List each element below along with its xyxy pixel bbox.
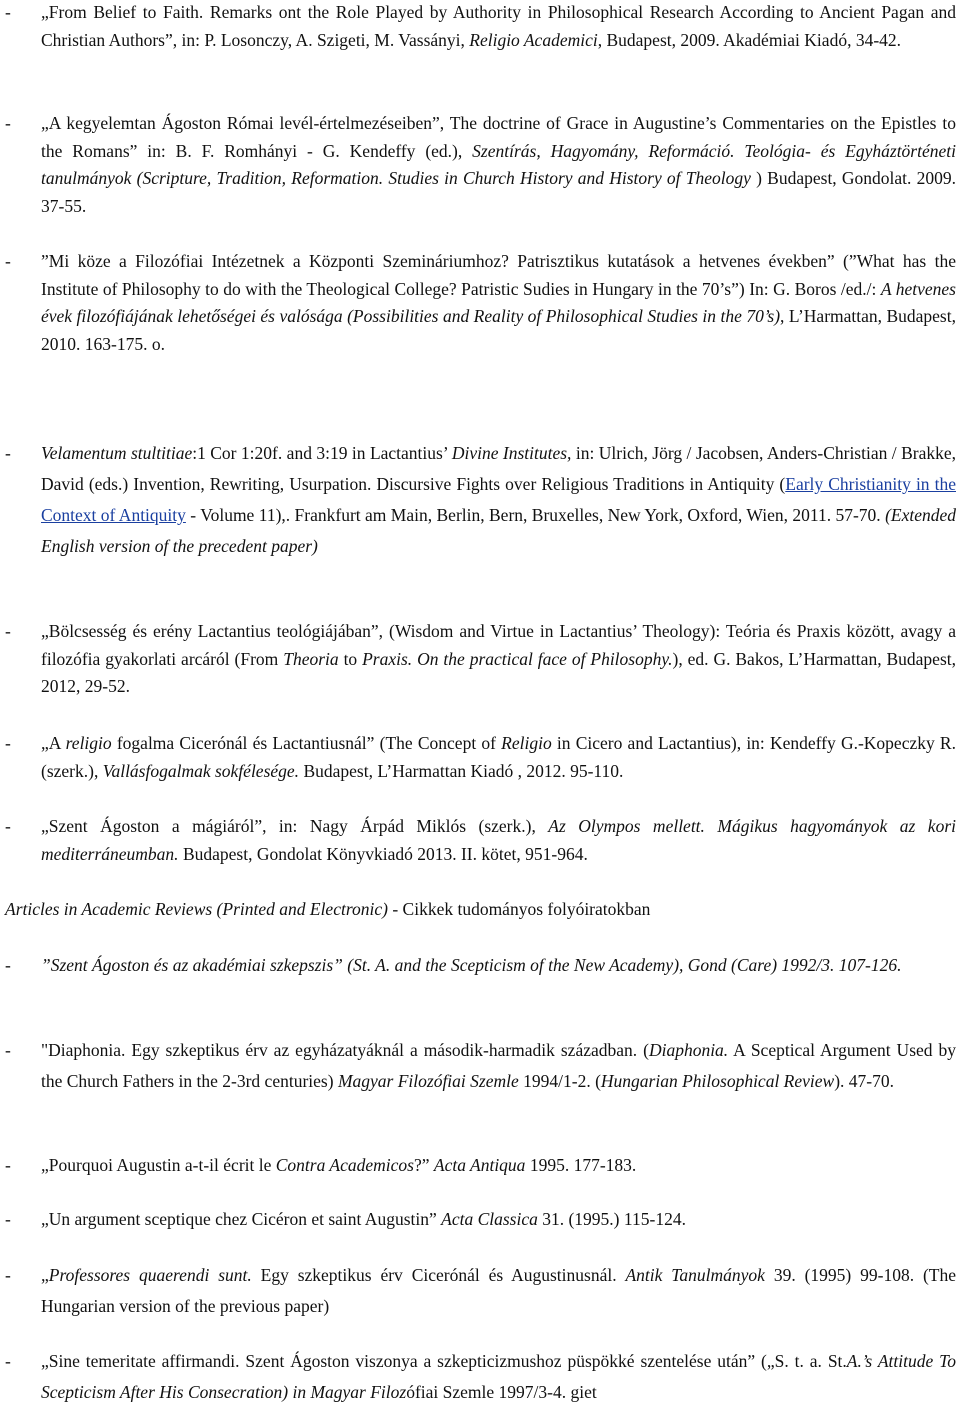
reference-entry (0, 813, 956, 868)
bullet-dash: - (5, 1351, 11, 1371)
italic-text: Divine Institutes, (451, 443, 572, 463)
text-run: in Cicero and Lactantius), in: Kendeffy G.-Kopeczky R. (szerk.), (41, 733, 956, 781)
text-run: :1 Cor 1:20f. and 3:19 in Lactantius’ (192, 443, 452, 463)
bullet-dash: - (5, 816, 11, 836)
bullet-dash: - (5, 251, 11, 271)
article-entry (0, 1260, 956, 1322)
italic-text: Az Olympos mellett. Mágikus hagyományok az kori mediterráneumban. (41, 816, 956, 864)
article-entry (0, 1152, 956, 1180)
entry-text (41, 813, 956, 868)
italic-text: Hungarian Philosophical Review (600, 1071, 835, 1091)
text-run: , Budapest, 2009. Akadémiai Kiadó, 34-42. (597, 29, 902, 50)
text-run: „A (41, 733, 66, 753)
entry-text (41, 1206, 956, 1234)
italic-text: Praxis. On the practical face of Philosophy. (362, 648, 673, 669)
article-entry (0, 950, 956, 981)
text-run: „From Belief to Faith. Remarks ont the Role Played by Authority in Philosophical Research According to Ancient Pagan and Christian Authors”, in: P. Losonczy, A. Szigeti, M. Vassányi, (41, 2, 956, 50)
reference-entry (0, 248, 956, 358)
text-run: Budapest, L’Harmattan Kiadó , 2012. 95-110. (299, 760, 624, 781)
bullet-dash: - (5, 113, 11, 133)
section-heading (5, 896, 945, 924)
italic-text: Acta Classica (441, 1209, 538, 1229)
entry-text (41, 1260, 956, 1322)
italic-text: Szentírás, Hagyomány, Reformáció. Teológia- és Egyháztörténeti tanulmányok (Scripture, Tradition, Reformation. Studies in Church History and History of Theology (41, 140, 956, 188)
entry-text (41, 248, 956, 358)
entry-text (41, 110, 956, 220)
text-run: 39. (1995) 99-108. (The Hungarian version of the previous paper) (41, 1265, 956, 1316)
bullet-dash: - (5, 621, 11, 641)
series-link[interactable]: Early Christianity in the Context of Antiquity (41, 474, 956, 525)
entry-text (41, 618, 956, 701)
bullet-dash: - (5, 1209, 11, 1229)
italic-text: Velamentum stultitiae (41, 443, 193, 463)
bullet-dash: - (5, 733, 11, 753)
text-run: ”Mi köze a Filozófiai Intézetnek a Központi Szemináriumhoz? Patrisztikus kutatások a hetvenes években” (”What has the Institute of Philosophy to do with the Theological College? Patristic Sudies in Hungary in the 70’s”) In: G. Boros /ed./: (41, 251, 956, 299)
article-entry (0, 1206, 956, 1234)
text-run: , L’Harmattan, Budapest, 2010. 163-175. o. (41, 306, 956, 354)
text-run: fogalma Cicerónál és Lactantiusnál” (The Concept of (111, 733, 502, 753)
bullet-dash: - (5, 1155, 11, 1175)
text-run: „Sine temeritate affirmandi. Szent Ágoston viszonya a szkepticizmushoz püspökké szentelése után” („S. t. a. St. (41, 1351, 847, 1371)
text-run: 1995. 177-183. (525, 1155, 637, 1175)
text-run: ). 47-70. (834, 1071, 894, 1091)
bullet-dash: - (5, 443, 11, 463)
italic-text: Vallásfogalmak sokfélesége. (102, 760, 300, 781)
reference-entry (0, 438, 956, 562)
section-heading-italic: Articles in Academic Reviews (Printed and Electronic) (5, 899, 388, 919)
italic-text: A hetvenes évek filozófiájának lehetőségei és valósága (Possibilities and Reality of Philosophical Studies in the 70’s) (41, 278, 956, 326)
text-run: A Sceptical Argument Used by the Church Fathers in the 2-3rd centuries) (41, 1040, 956, 1091)
reference-entry (0, 110, 956, 220)
text-run: ófiai Szemle 1997/3-4. giet (406, 1382, 597, 1402)
entry-text (41, 0, 956, 54)
italic-text: Contra Academicos (275, 1155, 414, 1175)
bullet-dash: - (5, 955, 11, 975)
text-run: ), ed. G. Bakos, L’Harmattan, Budapest, 2012, 29-52. (41, 648, 956, 696)
text-run: Budapest, Gondolat Könyvkiadó 2013. II. kötet, 951-964. (178, 843, 588, 864)
article-entry (0, 1035, 956, 1097)
bullet-dash: - (5, 2, 11, 22)
text-run: - Volume 11),. Frankfurt am Main, Berlin, Bern, Bruxelles, New York, Oxford, Wien, 2011. 57-70. (185, 505, 886, 525)
italic-text: Religio Academici (469, 29, 598, 50)
article-entry (0, 1346, 956, 1408)
italic-text: Professores quaerendi sunt. (48, 1265, 252, 1285)
reference-entry (0, 0, 956, 54)
italic-text: ”Szent Ágoston és az akadémiai szkepszis” (St. A. and the Scepticism of the New Academy), Gond (Care) 1992/3. 107-126. (41, 955, 902, 975)
text-run: „ (41, 1265, 49, 1285)
italic-text: Acta Antiqua (433, 1155, 526, 1175)
text-run: 1994/1-2. ( (518, 1071, 601, 1091)
text-run: ?” (413, 1155, 434, 1175)
text-run: Egy szkeptikus érv Cicerónál és Augustinusnál. (251, 1265, 626, 1285)
italic-text: A.’s Attitude To Scepticism After His Consecration) in Magyar Filoz (41, 1351, 956, 1402)
italic-text: Magyar Filozófiai Szemle (337, 1071, 519, 1091)
italic-text: Diaphonia. (648, 1040, 729, 1060)
reference-entry (0, 618, 956, 701)
italic-text: Antik Tanulmányok (625, 1265, 765, 1285)
bullet-dash: - (5, 1040, 11, 1060)
entry-text (41, 730, 956, 785)
text-run: "Diaphonia. Egy szkeptikus érv az egyházatyáknál a második-harmadik században. ( (41, 1040, 649, 1060)
bullet-dash: - (5, 1265, 11, 1285)
text-run: „A kegyelemtan Ágoston Római levél-értelmezéseiben”, The doctrine of Grace in Augustine’s Commentaries on the Epistles to the Romans” in: B. F. Romhányi - G. Kendeffy (ed.), (41, 113, 956, 161)
entry-text (41, 1346, 956, 1408)
text-run: „Un argument sceptique chez Cicéron et saint Augustin” (41, 1209, 442, 1229)
text-run: „Bölcsesség és erény Lactantius teológiájában”, (Wisdom and Virtue in Lactantius’ Theology): Teória és Praxis között, avagy a filozófia gyakorlati arcáról (From (41, 621, 956, 669)
italic-text: religio (65, 733, 112, 753)
text-run: „Szent Ágoston a mágiáról”, in: Nagy Árpád Miklós (szerk.), (41, 816, 549, 836)
section-heading-plain: - Cikkek tudományos folyóiratokban (387, 899, 651, 919)
entry-text (41, 438, 956, 562)
italic-text: Religio (501, 733, 552, 753)
text-run: to (338, 648, 363, 669)
reference-entry (0, 730, 956, 785)
italic-text: (Extended English version of the precedent paper) (41, 505, 956, 556)
text-run: in: Ulrich, Jörg / Jacobsen, Anders-Christian / Brakke, David (eds.) Invention, Rewriting, Usurpation. Discursive Fights over Religious Traditions in Antiquity ( (41, 443, 956, 494)
entry-text (41, 950, 956, 981)
italic-text: Theoria (283, 648, 339, 669)
entry-text (41, 1035, 956, 1097)
entry-text (41, 1152, 956, 1180)
text-run: 31. (1995.) 115-124. (537, 1209, 686, 1229)
text-run: „Pourquoi Augustin a-t-il écrit le (41, 1155, 276, 1175)
text-run: ) Budapest, Gondolat. 2009. 37-55. (41, 168, 956, 216)
